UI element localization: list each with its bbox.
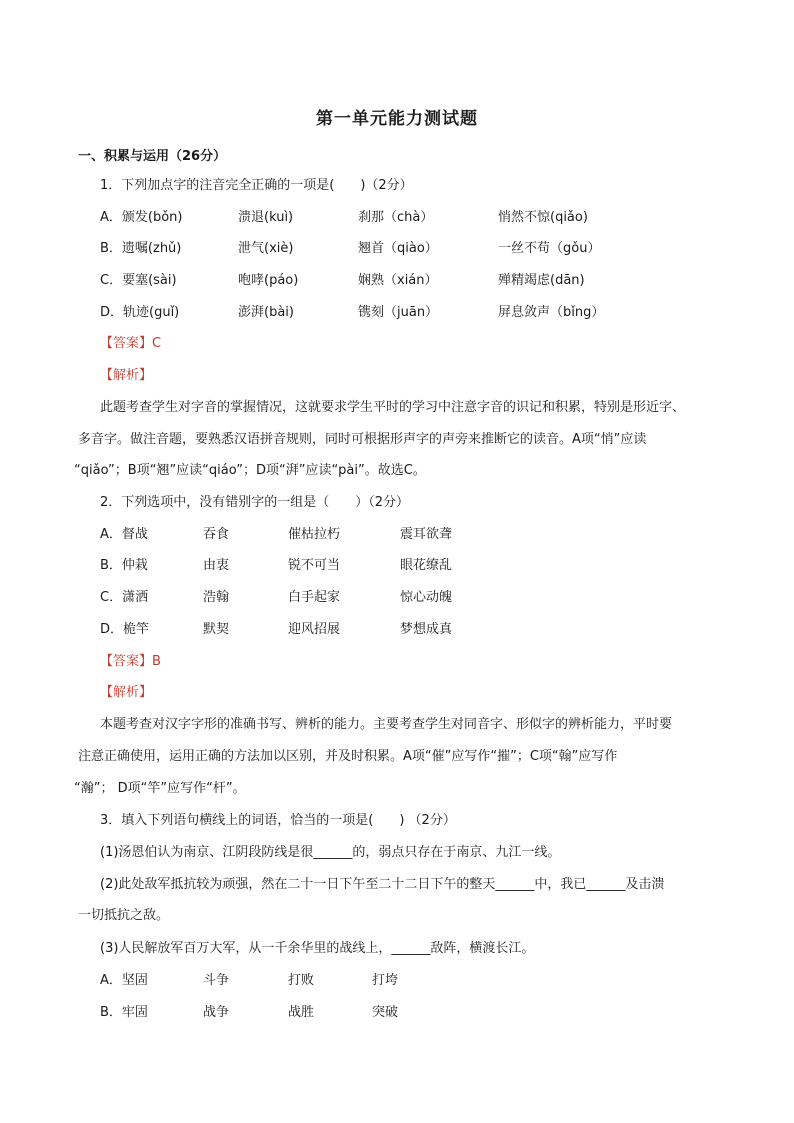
option-text: 一丝不苟（gǒu） xyxy=(498,241,601,256)
option-text: 浩翰 xyxy=(203,590,230,605)
option-text: C．要塞(sài) xyxy=(100,273,177,288)
option-text: 澎湃(bài) xyxy=(238,305,294,320)
option-text: A．督战 xyxy=(100,527,148,542)
option-text: 催枯拉朽 xyxy=(288,527,341,542)
option-text: 打败 xyxy=(288,973,315,988)
option-text: B．遗嘱(zhǔ) xyxy=(100,241,182,256)
answer-value: B xyxy=(152,654,161,669)
question-2-analysis-line: 注意正确使用，运用正确的方法加以区别，并及时积累。A项“催”应写作“摧”；C项“翰”应写作 xyxy=(78,749,618,764)
question-1-analysis-line: 多音字。做注音题，要熟悉汉语拼音规则，同时可根据形声字的声旁来推断它的读音。A项“悄”应读 xyxy=(78,432,647,447)
option-text: 战争 xyxy=(203,1005,230,1020)
option-text: 屏息敛声（bǐng） xyxy=(498,305,605,320)
option-text: 迎风招展 xyxy=(288,622,341,637)
option-text: 由衷 xyxy=(203,558,230,573)
question-1-analysis-line: “qiǎo”；B项“翘”应读“qiáo”；D项“湃”应读“pài”。故选C。 xyxy=(74,463,426,478)
option-text: C．潇洒 xyxy=(100,590,149,605)
option-text: A．坚固 xyxy=(100,973,148,988)
option-text: 斗争 xyxy=(203,973,230,988)
option-text: 惊心动魄 xyxy=(400,590,453,605)
section-heading: 一、积累与运用（26分） xyxy=(78,149,227,164)
option-text: 泄气(xiè) xyxy=(238,241,294,256)
answer-value: C xyxy=(152,336,162,351)
page-title: 第一单元能力测试题 xyxy=(316,109,478,129)
option-text: 刹那（chà） xyxy=(358,210,434,225)
question-1-analysis-label: 【解析】 xyxy=(100,368,153,383)
option-text: D．桅竿 xyxy=(100,622,150,637)
question-2-stem: 2．下列选项中，没有错别字的一组是（ ）（2分） xyxy=(100,495,410,510)
question-2-answer xyxy=(100,653,161,671)
question-3-sentence-2: (2)此处敌军抵抗较为顽强，然在二十一日下午至二十二日下午的整天______中，我已______及击溃 xyxy=(100,877,665,892)
option-text: 悄然不惊(qiǎo) xyxy=(498,210,588,225)
question-1-stem: 1．下列加点字的注音完全正确的一项是( )（2分） xyxy=(100,178,413,193)
option-text: 翘首（qiào） xyxy=(358,241,438,256)
option-text: 梦想成真 xyxy=(400,622,453,637)
question-2-analysis-label: 【解析】 xyxy=(100,685,153,700)
option-text: 白手起家 xyxy=(288,590,341,605)
option-text: 吞食 xyxy=(203,527,230,542)
option-text: 咆哮(páo) xyxy=(238,273,299,288)
question-3-sentence-2-cont: 一切抵抗之敌。 xyxy=(78,908,170,923)
option-text: 镌刻（juān） xyxy=(358,305,439,320)
option-text: 打垮 xyxy=(372,973,399,988)
option-text: 溃退(kuì) xyxy=(238,210,294,225)
option-text: B．牢固 xyxy=(100,1005,148,1020)
question-2-analysis-line: 本题考查对汉字字形的准确书写、辨析的能力。主要考查学生对同音字、形似字的辨析能力，平时要 xyxy=(100,717,673,732)
option-text: 战胜 xyxy=(288,1005,315,1020)
option-text: 突破 xyxy=(372,1005,399,1020)
option-text: 殚精竭虑(dān) xyxy=(498,273,585,288)
option-text: 震耳欲聋 xyxy=(400,527,453,542)
option-text: 眼花缭乱 xyxy=(400,558,453,573)
question-3-stem: 3．填入下列语句横线上的词语，恰当的一项是( ) （2分） xyxy=(100,813,456,828)
question-3-sentence-1: (1)汤恩伯认为南京、江阴段防线是很______的，弱点只存在于南京、九江一线。 xyxy=(100,845,561,860)
option-text: B．仲栽 xyxy=(100,558,148,573)
option-text: 默契 xyxy=(203,622,230,637)
option-text: 娴熟（xián） xyxy=(358,273,438,288)
question-3-sentence-3: (3)人民解放军百万大军，从一千余华里的战线上，______敌阵，横渡长江。 xyxy=(100,941,535,956)
question-2-analysis-line: “瀚”； D项“竿”应写作“杆”。 xyxy=(74,781,246,796)
option-text: A．颁发(bǒn) xyxy=(100,210,183,225)
answer-label: 【答案】 xyxy=(100,654,153,669)
question-1-analysis-line: 此题考查学生对字音的掌握情况，这就要求学生平时的学习中注意字音的识记和积累，特别是形近字、 xyxy=(100,400,686,415)
option-text: D．轨迹(guǐ) xyxy=(100,305,180,320)
question-1-answer xyxy=(100,335,161,353)
answer-label: 【答案】 xyxy=(100,336,153,351)
option-text: 锐不可当 xyxy=(288,558,341,573)
